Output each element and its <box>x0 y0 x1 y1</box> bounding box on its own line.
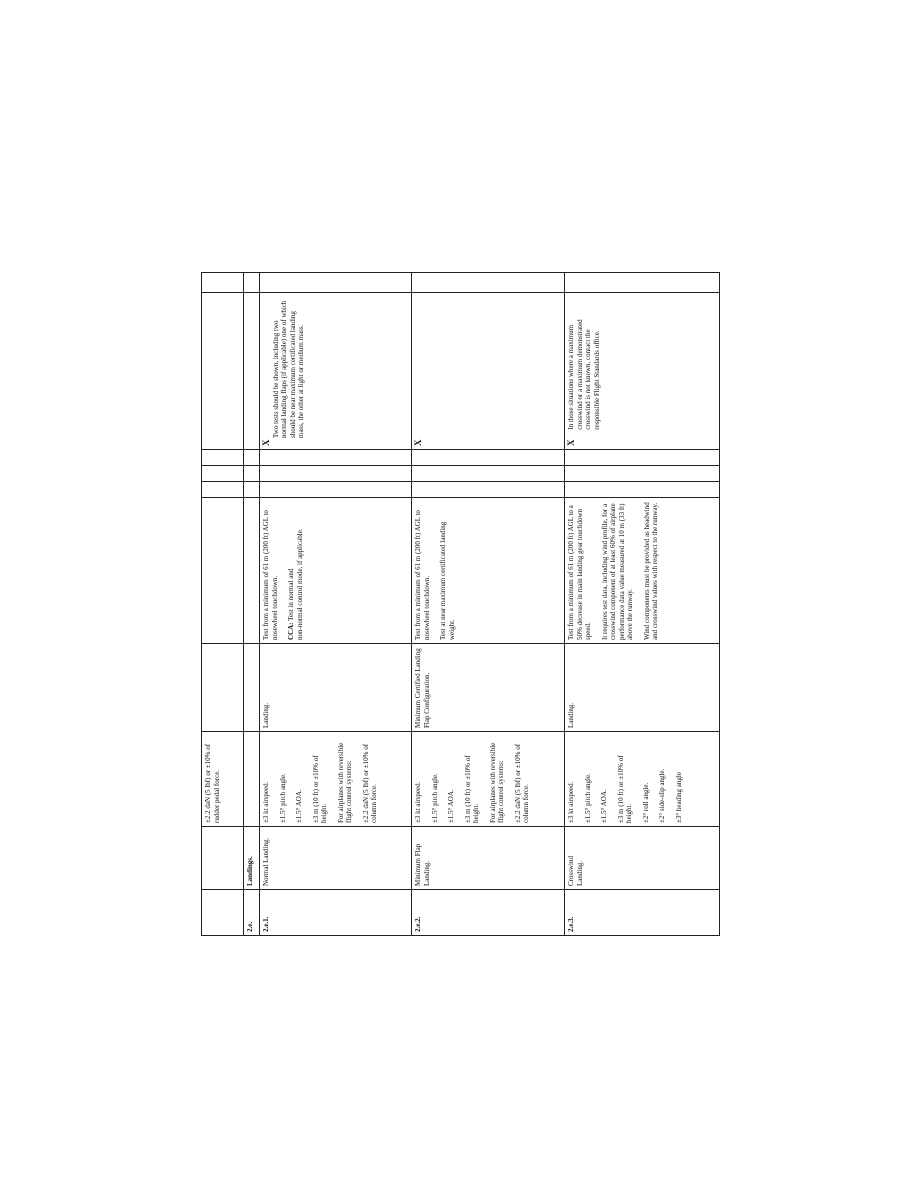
level-mark: X <box>566 439 576 446</box>
tolerance-item: For airplanes with reversible flight control systems: <box>336 742 353 823</box>
cell <box>202 498 244 644</box>
level-mark: X <box>413 439 423 446</box>
tolerances <box>565 732 720 827</box>
landings-test-table <box>201 272 720 936</box>
cell <box>244 466 260 482</box>
top-row <box>202 273 244 936</box>
row-number: 2.e.2. <box>412 890 565 936</box>
test-details <box>260 498 412 644</box>
tolerance-item: ±1.5° pitch angle. <box>430 773 439 823</box>
notes <box>260 293 412 450</box>
flight-condition: Landing. <box>565 644 720 732</box>
cell <box>565 466 720 482</box>
tolerance-item: ±3 m (10 ft) or ±10% of height. <box>311 755 328 823</box>
notes <box>565 293 720 450</box>
cca-text: Test in normal and <box>287 568 295 621</box>
test-name: Normal Landing. <box>260 827 412 890</box>
cell <box>202 890 244 936</box>
detail-item <box>287 501 296 640</box>
cell <box>412 273 565 293</box>
detail-item: Test from a minimum of 61 m (200 ft) AGL to nosewheel touchdown. <box>262 510 279 640</box>
test-name: Crosswind Landing. <box>565 827 720 890</box>
tolerance-text: ±2.2 daN (5 lbf) or ±10% of rudder pedal force. <box>204 743 221 823</box>
cell <box>260 273 412 293</box>
cell <box>244 293 260 450</box>
tolerance-item: ±1.5° pitch angle. <box>278 773 287 823</box>
tolerance-item: ±2.2 daN (5 lbf) or ±10% of column force. <box>361 743 378 823</box>
cell <box>202 482 244 498</box>
test-details <box>412 498 565 644</box>
cell <box>260 466 412 482</box>
cell <box>260 450 412 466</box>
section-title: Landings. <box>244 827 260 890</box>
top-row-tolerance <box>202 732 244 827</box>
notes <box>412 293 565 450</box>
cell <box>565 450 720 466</box>
cell <box>202 273 244 293</box>
tolerance-item: ±2° roll angle. <box>641 782 650 823</box>
row-minimum-flap-landing <box>412 273 565 936</box>
cell <box>565 482 720 498</box>
tolerance-item: ±3 kt airspeed. <box>567 781 575 823</box>
tolerance-item: ±1.5° AOA. <box>600 789 608 823</box>
tolerance-item: ±2.2 daN (5 lbf) or ±10% of column force. <box>513 743 530 823</box>
detail-item: Wind components must be provided as headwind and crosswind values with respect to the runway. <box>642 502 659 640</box>
cell <box>244 450 260 466</box>
level-mark: X <box>261 439 271 446</box>
cell <box>244 644 260 732</box>
notes-text: In those situations where a maximum crosswind or a maximum demonstrated crosswind is not known, contact the responsible Flight Standards office. <box>567 319 601 430</box>
cca-label: CCA: <box>287 622 295 640</box>
cell <box>412 450 565 466</box>
section-number: 2.e. <box>244 890 260 936</box>
tolerance-item: ±1.5° AOA. <box>447 789 455 823</box>
tolerance-item: ±3 m (10 ft) or ±10% of height. <box>463 755 480 823</box>
tolerances <box>412 732 565 827</box>
cell <box>244 732 260 827</box>
cell <box>260 482 412 498</box>
cell <box>202 293 244 450</box>
cell <box>244 482 260 498</box>
tolerance-item: ±3° heading angle <box>674 772 683 823</box>
cell <box>565 273 720 293</box>
flight-condition: Landing. <box>260 644 412 732</box>
detail-item: non-normal control mode, if applicable. <box>295 528 304 640</box>
tolerances <box>260 732 412 827</box>
tolerance-item: ±3 kt airspeed. <box>414 781 422 823</box>
cell <box>202 644 244 732</box>
cell <box>412 466 565 482</box>
tolerance-item: ±3 m (10 ft) or ±10% of height. <box>616 755 633 823</box>
cell <box>202 827 244 890</box>
test-details <box>565 498 720 644</box>
cell <box>244 498 260 644</box>
rotated-table-page <box>201 273 720 936</box>
detail-item: Test from a minimum of 61 m (200 ft) AGL to a 50% decrease in main landing gear touchdown speed. <box>567 505 592 640</box>
detail-item: Test from a minimum of 61 m (200 ft) AGL to nosewheel touchdown. <box>414 510 431 640</box>
row-normal-landing <box>260 273 412 936</box>
cell <box>412 482 565 498</box>
row-number: 2.e.1. <box>260 890 412 936</box>
row-number: 2.e.3. <box>565 890 720 936</box>
flight-condition: Minimum Certified Landing Flap Configuration. <box>412 644 565 732</box>
row-crosswind-landing <box>565 273 720 936</box>
cell <box>244 273 260 293</box>
tolerance-item: For airplanes with reversible flight control systems: <box>488 742 505 823</box>
tolerance-item: ±1.5° pitch angle. <box>583 773 592 823</box>
detail-item: It requires test data, including wind profile, for a crosswind component of at least 60% of airplane performance data value measured at 10 m (33 ft) above the runway. <box>600 503 634 640</box>
tolerance-item: ±2° side-slip angle. <box>658 768 666 823</box>
tolerance-item: ±1.5° AOA. <box>295 789 303 823</box>
section-header-row <box>244 273 260 936</box>
tolerance-item: ±3 kt airspeed. <box>262 781 270 823</box>
test-name: Minimum Flap Landing. <box>412 827 565 890</box>
cell <box>202 466 244 482</box>
notes-text: Two tests should be shown, including two normal landing flaps (if applicable) one of which should be near maximum certificated landing mass, the other at light or medium mass. <box>271 300 305 438</box>
cell <box>202 450 244 466</box>
detail-item: Test at near maximum certificated landing weight. <box>439 521 456 640</box>
